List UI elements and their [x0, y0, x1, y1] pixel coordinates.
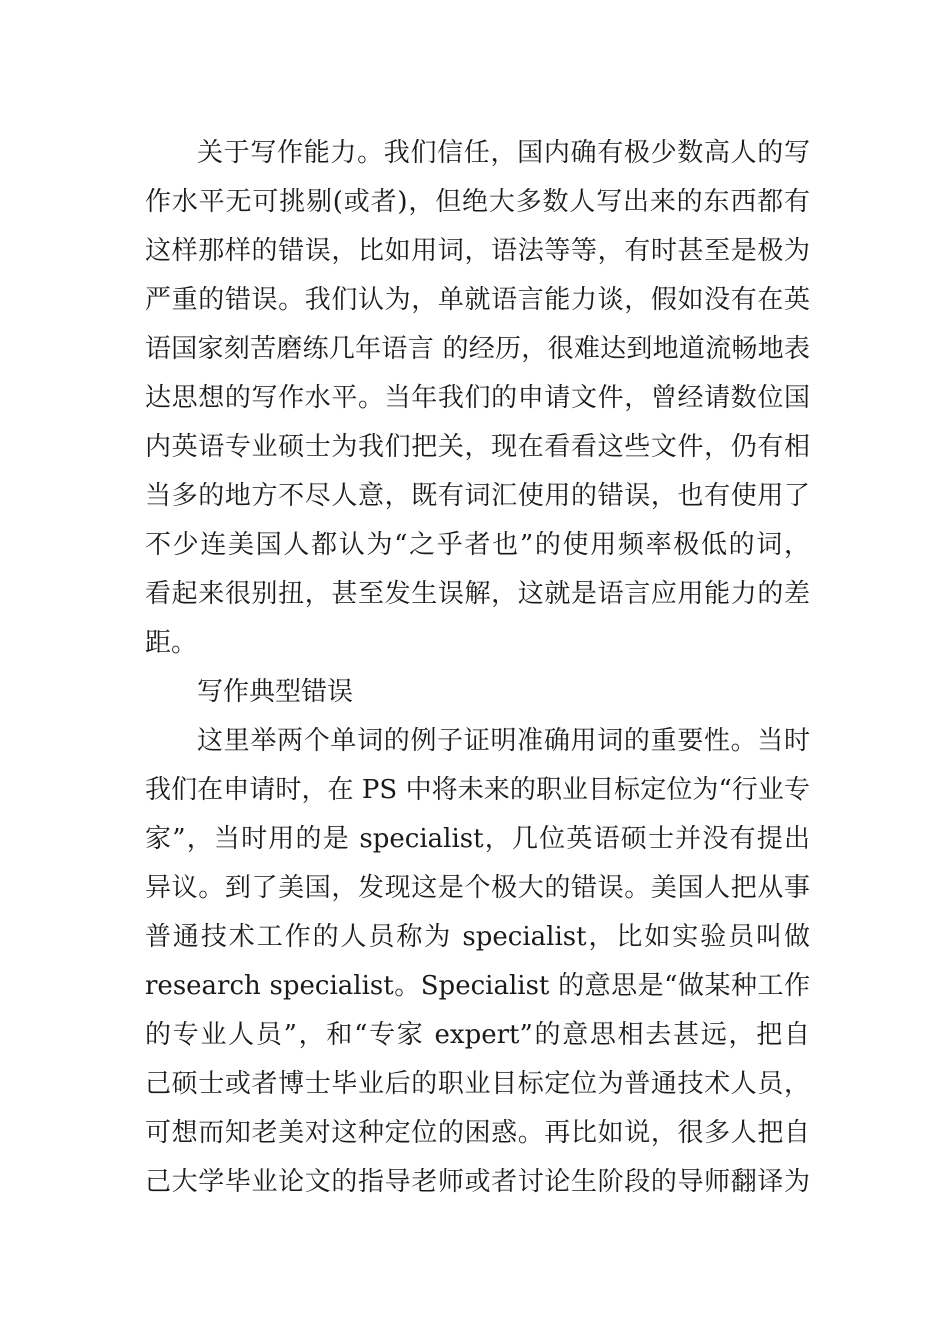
- text-line: 这里举两个单词的例子证明准确用词的重要性。当时: [197, 726, 810, 756]
- text-line: 达思想的写作水平。当年我们的申请文件，曾经请数位国: [145, 383, 810, 413]
- text-line: 异议。到了美国，发现这是个极大的错误。美国人把从事: [145, 873, 810, 903]
- text-line: research specialist。Specialist 的意思是“做某种工作: [145, 971, 810, 1001]
- text-line: 可想而知老美对这种定位的困惑。再比如说，很多人把自: [145, 1118, 810, 1148]
- text-line: 严重的错误。我们认为，单就语言能力谈，假如没有在英: [145, 285, 810, 315]
- text-line: 不少连美国人都认为“之乎者也”的使用频率极低的词，: [145, 530, 810, 560]
- text-line: 当多的地方不尽人意，既有词汇使用的错误，也有使用了: [145, 481, 810, 511]
- text-line: 的专业人员”，和“专家 expert”的意思相去甚远，把自: [145, 1020, 810, 1050]
- text-line: 作水平无可挑剔(或者)，但绝大多数人写出来的东西都有: [145, 187, 810, 217]
- text-line: 写作典型错误: [197, 677, 354, 707]
- text-line: 这样那样的错误，比如用词，语法等等，有时甚至是极为: [145, 236, 810, 266]
- text-line: 语国家刻苦磨练几年语言 的经历，很难达到地道流畅地表: [145, 334, 810, 364]
- text-line: 普通技术工作的人员称为 specialist，比如实验员叫做: [145, 922, 810, 952]
- text-line: 己硕士或者博士毕业后的职业目标定位为普通技术人员，: [145, 1069, 810, 1099]
- document-body: [145, 129, 810, 1207]
- text-line: 看起来很别扭，甚至发生误解，这就是语言应用能力的差: [145, 579, 810, 609]
- text-line: 关于写作能力。我们信任，国内确有极少数高人的写: [197, 138, 810, 168]
- text-line: 己大学毕业论文的指导老师或者讨论生阶段的导师翻译为: [145, 1167, 810, 1197]
- text-line: 我们在申请时，在 PS 中将未来的职业目标定位为“行业专: [145, 775, 810, 805]
- text-line: 内英语专业硕士为我们把关，现在看看这些文件，仍有相: [145, 432, 810, 462]
- text-line: 家”，当时用的是 specialist，几位英语硕士并没有提出: [145, 824, 810, 854]
- text-line: 距。: [145, 628, 198, 658]
